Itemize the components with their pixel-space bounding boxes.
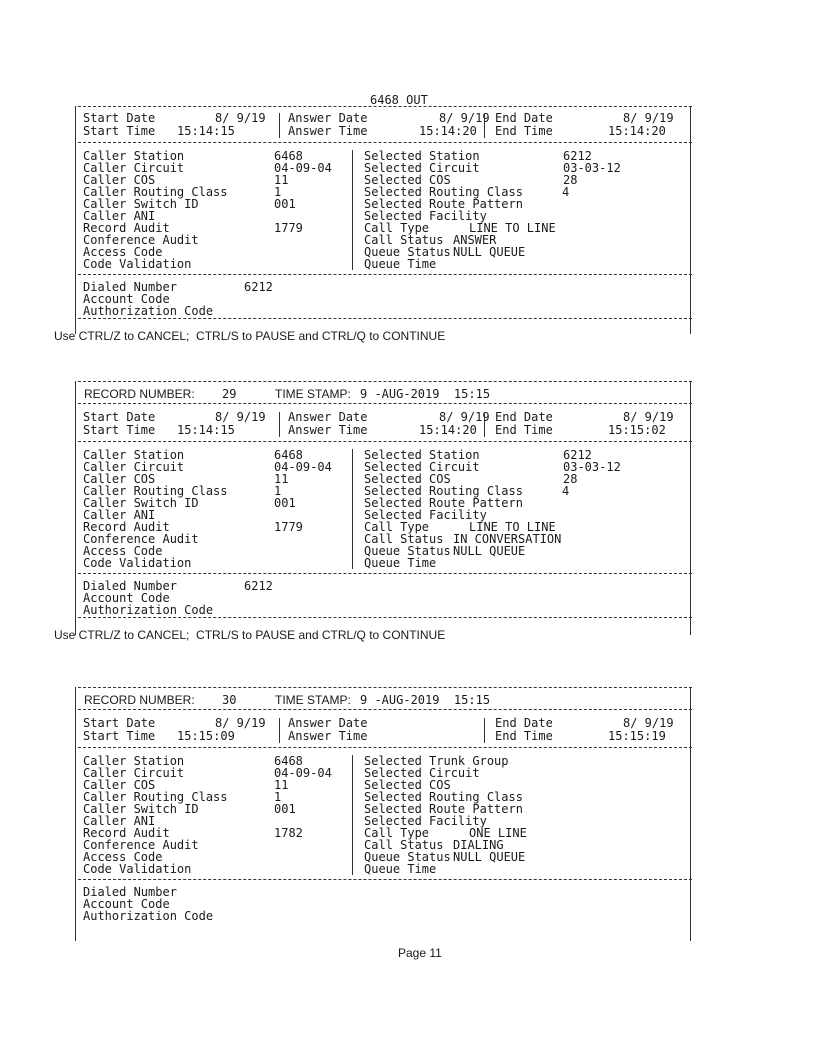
divider [78,747,692,748]
record-audit: 1782 [274,826,303,840]
selected-3-value: 4 [562,484,570,498]
caller-circuit-label: Caller Circuit [83,161,185,175]
selected-2-value: 28 [563,472,578,486]
caller-circuit: 04-09-04 [274,766,332,780]
code-validation-label: Code Validation [83,556,192,570]
divider [78,709,692,710]
selected-4-label: Selected Route Pattern [364,802,523,816]
caller-circuit-label: Caller Circuit [83,766,185,780]
caller-station-label: Caller Station [83,149,185,163]
caller-cos: 11 [274,472,289,486]
start-time: 15:14:15 [177,423,235,437]
divider [352,755,353,875]
selected-8-label: Queue Status [364,245,451,259]
time-stamp: 9 -AUG-2019 15:15 [360,693,491,707]
end-time-label: End Time [495,423,553,437]
record-audit: 1779 [274,520,303,534]
cancel-instruction: Use CTRL/Z to CANCEL; CTRL/S to PAUSE and CTRL/Q to CONTINUE [54,329,446,343]
divider [78,879,692,880]
selected-2-value: 28 [563,173,578,187]
conference-audit-label: Conference Audit [83,838,199,852]
caller-ani-label: Caller ANI [83,814,156,828]
divider [690,106,691,334]
answer-time: 15:14:20 [419,423,477,437]
caller-station: 6468 [274,149,303,163]
divider [78,381,692,382]
selected-2-label: Selected COS [364,173,451,187]
divider [78,687,692,688]
divider [690,687,691,941]
selected-1-label: Selected Circuit [364,766,480,780]
divider [78,403,692,404]
selected-2-label: Selected COS [364,778,451,792]
end-time: 15:14:20 [608,124,666,138]
selected-2-label: Selected COS [364,472,451,486]
selected-1-label: Selected Circuit [364,161,480,175]
end-date: 8/ 9/19 [623,410,674,424]
head-title: 6468 OUT [370,93,428,107]
answer-date-label: Answer Date [288,111,368,125]
caller-station-label: Caller Station [83,448,185,462]
authorization-code-label: Authorization Code [83,304,214,318]
authorization-code-label: Authorization Code [83,909,214,923]
answer-time-label: Answer Time [288,729,368,743]
divider [78,106,692,107]
selected-8-value: NULL QUEUE [453,544,526,558]
caller-ani-label: Caller ANI [83,209,156,223]
end-date: 8/ 9/19 [623,716,674,730]
end-time-label: End Time [495,729,553,743]
record-number: 29 [222,387,237,401]
divider [484,718,485,743]
selected-3-label: Selected Routing Class [364,484,523,498]
caller-cos: 11 [274,778,289,792]
selected-0-value: 6212 [563,448,592,462]
divider [75,687,76,941]
selected-1-label: Selected Circuit [364,460,480,474]
account-code-label: Account Code [83,591,170,605]
start-date: 8/ 9/19 [215,716,266,730]
record-audit: 1779 [274,221,303,235]
start-time-label: Start Time [83,423,156,437]
dialed-number-label: Dialed Number [83,280,177,294]
caller-routing-class: 1 [274,790,282,804]
caller-switch-id-label: Caller Switch ID [83,496,199,510]
caller-switch-id: 001 [274,496,296,510]
start-date-label: Start Date [83,716,156,730]
divider [75,381,76,635]
selected-0-label: Selected Trunk Group [364,754,509,768]
divider [78,573,692,574]
selected-6-label: Call Type [364,826,430,840]
divider [78,441,692,442]
answer-date-label: Answer Date [288,410,368,424]
divider [484,412,485,437]
selected-0-value: 6212 [563,149,592,163]
selected-6-value: LINE TO LINE [469,221,556,235]
end-time: 15:15:02 [608,423,666,437]
caller-routing-class-label: Caller Routing Class [83,484,228,498]
start-date-label: Start Date [83,410,156,424]
divider [279,412,280,437]
authorization-code-label: Authorization Code [83,603,214,617]
answer-date: 8/ 9/19 [439,410,490,424]
dialed-number-label: Dialed Number [83,885,177,899]
divider [78,274,692,275]
start-time: 15:14:15 [177,124,235,138]
selected-6-label: Call Type [364,221,430,235]
selected-8-label: Queue Status [364,544,451,558]
answer-date-label: Answer Date [288,716,368,730]
selected-7-label: Call Status [364,233,444,247]
selected-6-value: ONE LINE [469,826,527,840]
start-time-label: Start Time [83,124,156,138]
code-validation-label: Code Validation [83,862,192,876]
code-validation-label: Code Validation [83,257,192,271]
caller-switch-id-label: Caller Switch ID [83,802,199,816]
selected-0-label: Selected Station [364,149,480,163]
caller-routing-class: 1 [274,484,282,498]
caller-circuit: 04-09-04 [274,161,332,175]
answer-date: 8/ 9/19 [439,111,490,125]
selected-1-value: 03-03-12 [563,161,621,175]
time-stamp-label: TIME STAMP: [275,693,351,707]
divider [352,449,353,569]
record-number-label: RECORD NUMBER: [84,387,195,401]
caller-routing-class-label: Caller Routing Class [83,790,228,804]
selected-3-label: Selected Routing Class [364,790,523,804]
caller-ani-label: Caller ANI [83,508,156,522]
cancel-instruction: Use CTRL/Z to CANCEL; CTRL/S to PAUSE and CTRL/Q to CONTINUE [54,628,446,642]
caller-cos-label: Caller COS [83,472,156,486]
record-audit-label: Record Audit [83,826,170,840]
caller-switch-id: 001 [274,802,296,816]
caller-circuit-label: Caller Circuit [83,460,185,474]
answer-time-label: Answer Time [288,423,368,437]
start-date: 8/ 9/19 [215,111,266,125]
selected-8-label: Queue Status [364,850,451,864]
dialed-number: 6212 [244,280,273,294]
caller-routing-class-label: Caller Routing Class [83,185,228,199]
answer-time-label: Answer Time [288,124,368,138]
selected-3-label: Selected Routing Class [364,185,523,199]
caller-cos-label: Caller COS [83,778,156,792]
divider [78,617,692,618]
end-date-label: End Date [495,410,553,424]
end-date-label: End Date [495,111,553,125]
selected-5-label: Selected Facility [364,814,487,828]
access-code-label: Access Code [83,850,163,864]
record-number: 30 [222,693,237,707]
selected-8-value: NULL QUEUE [453,245,526,259]
divider [352,150,353,270]
caller-station: 6468 [274,448,303,462]
caller-cos: 11 [274,173,289,187]
access-code-label: Access Code [83,544,163,558]
conference-audit-label: Conference Audit [83,233,199,247]
end-time: 15:15:19 [608,729,666,743]
selected-3-value: 4 [562,185,570,199]
selected-1-value: 03-03-12 [563,460,621,474]
start-date-label: Start Date [83,111,156,125]
caller-switch-id: 001 [274,197,296,211]
selected-9-label: Queue Time [364,862,437,876]
divider [690,381,691,635]
selected-4-label: Selected Route Pattern [364,197,523,211]
dialed-number: 6212 [244,579,273,593]
selected-7-label: Call Status [364,838,444,852]
selected-9-label: Queue Time [364,257,437,271]
account-code-label: Account Code [83,292,170,306]
dialed-number-label: Dialed Number [83,579,177,593]
selected-0-label: Selected Station [364,448,480,462]
selected-4-label: Selected Route Pattern [364,496,523,510]
selected-9-label: Queue Time [364,556,437,570]
divider [75,106,76,334]
start-time-label: Start Time [83,729,156,743]
selected-8-value: NULL QUEUE [453,850,526,864]
caller-station: 6468 [274,754,303,768]
time-stamp: 9 -AUG-2019 15:15 [360,387,491,401]
selected-7-value: ANSWER [453,233,497,247]
account-code-label: Account Code [83,897,170,911]
start-time: 15:15:09 [177,729,235,743]
access-code-label: Access Code [83,245,163,259]
caller-circuit: 04-09-04 [274,460,332,474]
record-audit-label: Record Audit [83,520,170,534]
selected-6-value: LINE TO LINE [469,520,556,534]
selected-5-label: Selected Facility [364,209,487,223]
selected-7-value: IN CONVERSATION [453,532,562,546]
caller-routing-class: 1 [274,185,282,199]
caller-cos-label: Caller COS [83,173,156,187]
divider [78,318,692,319]
time-stamp-label: TIME STAMP: [275,387,351,401]
conference-audit-label: Conference Audit [83,532,199,546]
page-number: Page 11 [398,946,442,960]
divider [279,718,280,743]
end-date: 8/ 9/19 [623,111,674,125]
record-audit-label: Record Audit [83,221,170,235]
selected-5-label: Selected Facility [364,508,487,522]
end-time-label: End Time [495,124,553,138]
caller-station-label: Caller Station [83,754,185,768]
answer-time: 15:14:20 [419,124,477,138]
divider [484,113,485,138]
record-number-label: RECORD NUMBER: [84,693,195,707]
caller-switch-id-label: Caller Switch ID [83,197,199,211]
start-date: 8/ 9/19 [215,410,266,424]
selected-7-value: DIALING [453,838,504,852]
divider [279,113,280,138]
selected-7-label: Call Status [364,532,444,546]
end-date-label: End Date [495,716,553,730]
selected-6-label: Call Type [364,520,430,534]
divider [78,142,692,143]
